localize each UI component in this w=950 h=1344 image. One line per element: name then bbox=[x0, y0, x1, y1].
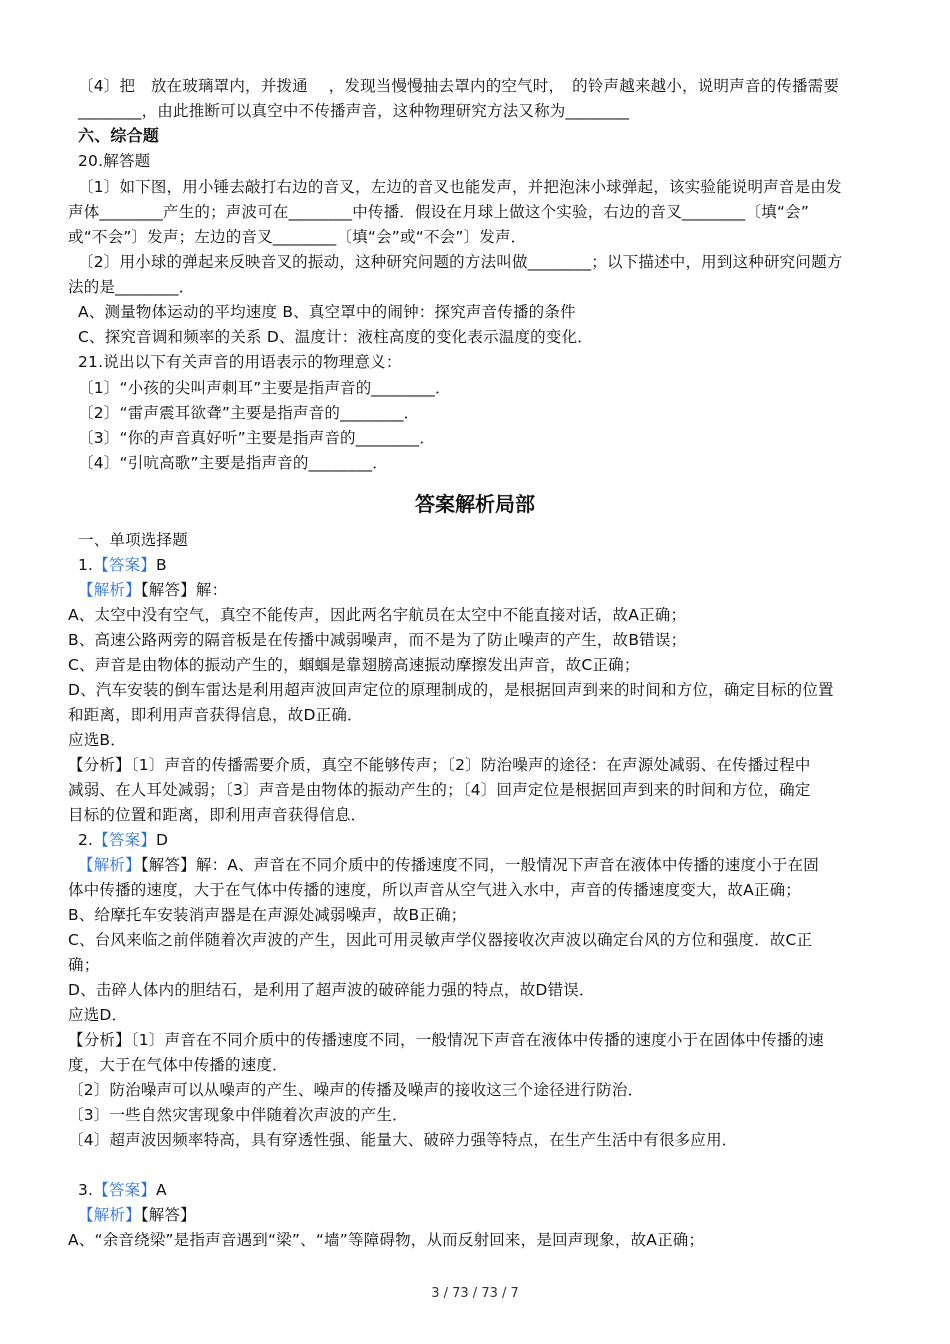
answer-1-line: D、汽车安装的倒车雷达是利用超声波回声定位的原理制成的，是根据回声到来的时间和方位，确定目标的位置 bbox=[68, 681, 834, 699]
answer-1-number: 1. bbox=[78, 556, 94, 574]
answer-3-value: A bbox=[156, 1181, 167, 1199]
analysis-1-row bbox=[78, 578, 227, 602]
q20-heading: 20.解答题 bbox=[78, 152, 151, 170]
answer-1-line: 【分析】〔1〕声音的传播需要介质，真空不能够传声；〔2〕防治噪声的途径：在声源处减弱、在传播过程中 bbox=[68, 756, 811, 774]
answer-1-value: B bbox=[156, 556, 167, 574]
answer-2-value: D bbox=[156, 831, 169, 849]
q19-part4-line1: 〔4〕把 放在玻璃罩内，并拨通 ，发现当慢慢抽去罩内的空气时， 的铃声越来越小，说明声音的传播需要 bbox=[78, 77, 840, 95]
answer-1-line: 减弱、在人耳处减弱；〔3〕声音是由物体的振动产生的；〔4〕回声定位是根据回声到来的时间和方位，确定 bbox=[68, 781, 811, 799]
analysis-1-text: 【解答】解： bbox=[140, 581, 228, 599]
answer-tag: 【答案】 bbox=[93, 1181, 157, 1199]
answer-2-line: 〔2〕防治噪声可以从噪声的产生、噪声的传播及噪声的接收这三个途径进行防治． bbox=[68, 1081, 644, 1099]
answer-1-line: 和距离，即利用声音获得信息，故D正确． bbox=[68, 706, 363, 724]
answer-3-row bbox=[78, 1178, 167, 1202]
q20-part1-line3: 或“不会”〕发声；左边的音叉________〔填“会”或“不会”〕发声． bbox=[68, 228, 527, 246]
q20-options-cd: C、探究音调和频率的关系 D、温度计：液柱高度的变化表示温度的变化． bbox=[78, 328, 593, 346]
answer-1-line: C、声音是由物体的振动产生的，蝈蝈是靠翅膀高速振动摩擦发出声音，故C正确； bbox=[68, 656, 640, 674]
answer-tag: 【答案】 bbox=[93, 831, 157, 849]
q20-options-ab: A、测量物体运动的平均速度 B、真空罩中的闹钟：探究声音传播的条件 bbox=[78, 303, 576, 321]
answer-2-line: B、给摩托车安装消声器是在声源处减弱噪声，故B正确； bbox=[68, 906, 467, 924]
answer-2-line: C、台风来临之前伴随着次声波的产生，因此可用灵敏声学仪器接收次声波以确定台风的方位和强度．故C正 bbox=[68, 931, 813, 949]
q21-heading: 21.说出以下有关声音的用语表示的物理意义： bbox=[78, 353, 402, 371]
q20-part1-line1: 〔1〕如下图，用小锤去敲打右边的音叉，左边的音叉也能发声，并把泡沫小球弹起，该实验能说明声音是由发 bbox=[78, 178, 842, 196]
analysis-tag: 【解析】 bbox=[78, 581, 141, 599]
q21-part1: 〔1〕“小孩的尖叫声刺耳”主要是指声音的________． bbox=[78, 379, 451, 397]
answer-3-line: A、“余音绕梁”是指声音遇到“梁”、“墙”等障碍物，从而反射回来，是回声现象，故A正确； bbox=[68, 1231, 705, 1249]
q21-part4: 〔4〕“引吭高歌”主要是指声音的________． bbox=[78, 454, 388, 472]
answer-2-line: D、击碎人体内的胆结石，是利用了超声波的破碎能力强的特点，故D错误． bbox=[68, 981, 595, 999]
answer-2-line: 确； bbox=[68, 956, 100, 974]
answer-tag: 【答案】 bbox=[93, 556, 157, 574]
analysis-3-text: 【解答】 bbox=[140, 1206, 196, 1224]
q21-part3: 〔3〕“你的声音真好听”主要是指声音的________． bbox=[78, 429, 436, 447]
answer-2-line: 【分析】〔1〕声音在不同介质中的传播速度不同，一般情况下声音在液体中传播的速度小于在固体中传播的速 bbox=[68, 1031, 824, 1049]
analysis-tag: 【解析】 bbox=[78, 1206, 141, 1224]
answer-1-row bbox=[78, 553, 167, 577]
page-number: 3 / 73 / 73 / 7 bbox=[431, 1286, 519, 1301]
answer-1-line: A、太空中没有空气，真空不能传声，因此两名宇航员在太空中不能直接对话，故A正确； bbox=[68, 606, 687, 624]
analysis-2-text: 【解答】解：A、声音在不同介质中的传播速度不同，一般情况下声音在液体中传播的速度小于在固 bbox=[140, 856, 819, 874]
answer-2-row bbox=[78, 828, 168, 852]
q20-part2-line1: 〔2〕用小球的弹起来反映音叉的振动，这种研究问题的方法叫做________；以下描述中，用到这种研究问题方 bbox=[78, 253, 843, 271]
answer-2-line: 度，大于在气体中传播的速度． bbox=[68, 1056, 288, 1074]
answer-2-line: 〔4〕超声波因频率特高，具有穿透性强、能量大、破碎力强等特点，在生产生活中有很多应用． bbox=[68, 1131, 738, 1149]
analysis-3-row bbox=[78, 1203, 196, 1227]
analysis-tag: 【解析】 bbox=[78, 856, 141, 874]
q19-part4-line2: ________，由此推断可以真空中不传播声音，这种物理研究方法又称为________ bbox=[78, 102, 630, 120]
section-heading-comprehensive: 六、综合题 bbox=[78, 126, 160, 145]
answer-3-number: 3. bbox=[78, 1181, 94, 1199]
answer-2-line: 应选D． bbox=[68, 1006, 128, 1024]
answer-1-line: 应选B． bbox=[68, 731, 126, 749]
answer-2-number: 2. bbox=[78, 831, 94, 849]
answer-2-line: 体中传播的速度，大于在气体中传播的速度，所以声音从空气进入水中，声音的传播速度变大，故A正确； bbox=[68, 881, 802, 899]
q20-part1-line2: 声体________产生的；声波可在________中传播．假设在月球上做这个实验，右边的音叉________〔填“会” bbox=[68, 203, 810, 221]
answer-section-title: 答案解析局部 bbox=[415, 492, 535, 516]
answer-1-line: B、高速公路两旁的隔音板是在传播中减弱噪声，而不是为了防止噪声的产生，故B错误； bbox=[68, 631, 687, 649]
q20-part2-line2: 法的是________． bbox=[68, 278, 195, 296]
q21-part2: 〔2〕“雷声震耳欲聋”主要是指声音的________． bbox=[78, 404, 420, 422]
analysis-2-row bbox=[78, 853, 819, 877]
answer-1-line: 目标的位置和距离，即利用声音获得信息． bbox=[68, 806, 367, 824]
answer-2-line: 〔3〕一些自然灾害现象中伴随着次声波的产生． bbox=[68, 1106, 408, 1124]
answers-section-heading: 一、单项选择题 bbox=[78, 531, 188, 549]
